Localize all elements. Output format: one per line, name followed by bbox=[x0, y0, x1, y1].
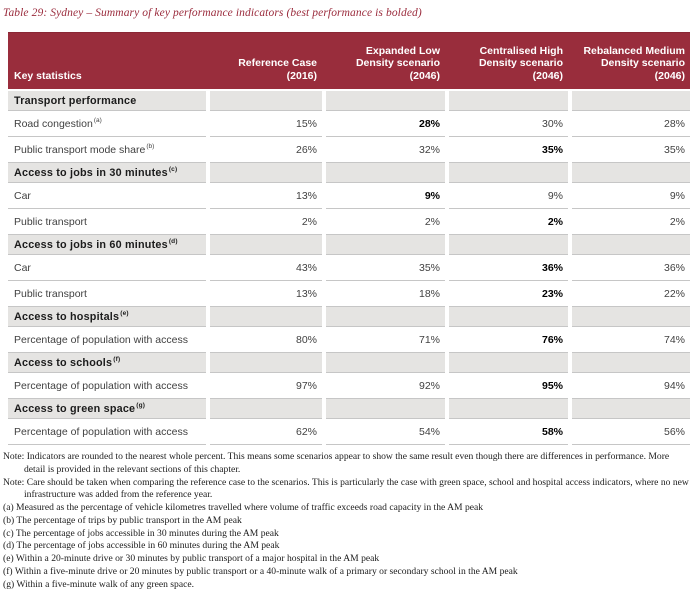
table-row bbox=[8, 209, 690, 235]
column-header-scenario: Reference Case (2016) bbox=[238, 57, 317, 82]
value-cell bbox=[572, 307, 690, 327]
value-cell bbox=[449, 399, 568, 419]
footnote bbox=[3, 502, 692, 515]
value-cell bbox=[210, 163, 322, 183]
value-cell bbox=[326, 91, 445, 111]
footnote-marker: (e) bbox=[3, 553, 16, 564]
value-cell: 13% bbox=[210, 281, 322, 307]
note bbox=[3, 451, 692, 477]
value-cell: 74% bbox=[572, 327, 690, 353]
table-row bbox=[8, 419, 690, 445]
notes-section bbox=[3, 451, 692, 591]
value-cell bbox=[572, 235, 690, 255]
kpi-table bbox=[8, 32, 690, 445]
footnote-marker: (g) bbox=[3, 578, 17, 590]
row-label-text: Percentage of population with access bbox=[14, 425, 188, 438]
value-cell bbox=[210, 399, 322, 419]
footnote-text: The percentage of jobs accessible in 60 minutes during the AM peak bbox=[16, 540, 280, 552]
value-cell bbox=[210, 235, 322, 255]
value-cell: 30% bbox=[449, 111, 568, 137]
footnote-marker-superscript: (a) bbox=[93, 117, 102, 124]
footnote-marker-superscript: (b) bbox=[146, 143, 155, 150]
value-cell: 35% bbox=[449, 137, 568, 163]
row-label-text: Public transport bbox=[14, 215, 87, 228]
row-label bbox=[8, 255, 206, 281]
value-cell bbox=[210, 353, 322, 373]
value-cell bbox=[572, 163, 690, 183]
value-cell bbox=[449, 91, 568, 111]
note bbox=[3, 477, 692, 503]
row-label bbox=[8, 419, 206, 445]
value-cell: 35% bbox=[326, 255, 445, 281]
table-row bbox=[8, 327, 690, 353]
footnote-marker: (c) bbox=[3, 527, 16, 539]
value-cell: 36% bbox=[449, 255, 568, 281]
section-label bbox=[8, 235, 206, 255]
table-row bbox=[8, 137, 690, 163]
note-label: Note: bbox=[3, 476, 27, 488]
footnote-marker-superscript: (g) bbox=[136, 402, 146, 409]
column-header-scenario: Expanded Low Density scenario (2046) bbox=[355, 44, 440, 82]
section-header-row bbox=[8, 91, 690, 111]
value-cell bbox=[326, 235, 445, 255]
footnote-marker: (a) bbox=[3, 502, 17, 513]
table-row bbox=[8, 111, 690, 137]
footnote bbox=[3, 553, 692, 566]
footnote-text: Within a five-minute walk of any green space. bbox=[16, 578, 194, 590]
table-caption: Table 29: Sydney – Summary of key performance indicators (best performance is bolded) bbox=[3, 7, 422, 19]
value-cell bbox=[449, 235, 568, 255]
value-cell: 54% bbox=[326, 419, 445, 445]
section-header-row bbox=[8, 235, 690, 255]
table-body bbox=[8, 91, 690, 445]
value-cell: 15% bbox=[210, 111, 322, 137]
table-row bbox=[8, 183, 690, 209]
note-text: Indicators are rounded to the nearest whole percent. This means some scenarios appear to show the same result even though there are differences in performance. More detail is provided in the relevant sections of this chapter. bbox=[24, 451, 670, 475]
value-cell: 58% bbox=[449, 419, 568, 445]
section-label bbox=[8, 307, 206, 327]
value-cell: 35% bbox=[572, 137, 690, 163]
column-header-scenario: Rebalanced Medium Density scenario (2046) bbox=[583, 44, 685, 82]
footnote-marker-superscript: (d) bbox=[168, 238, 178, 245]
footnote bbox=[3, 540, 692, 553]
value-cell bbox=[210, 307, 322, 327]
value-cell: 18% bbox=[326, 281, 445, 307]
table-row bbox=[8, 281, 690, 307]
value-cell bbox=[449, 307, 568, 327]
row-label bbox=[8, 281, 206, 307]
row-label bbox=[8, 111, 206, 137]
value-cell: 92% bbox=[326, 373, 445, 399]
row-label-text: Percentage of population with access bbox=[14, 379, 188, 392]
row-label-text: Access to schools bbox=[14, 356, 113, 369]
value-cell: 95% bbox=[449, 373, 568, 399]
value-cell: 36% bbox=[572, 255, 690, 281]
row-label-text: Percentage of population with access bbox=[14, 333, 188, 346]
section-label bbox=[8, 399, 206, 419]
row-label-text: Access to hospitals bbox=[14, 310, 120, 323]
value-cell bbox=[210, 91, 322, 111]
section-header-row bbox=[8, 307, 690, 327]
value-cell: 28% bbox=[326, 111, 445, 137]
footnote bbox=[3, 566, 692, 579]
value-cell: 71% bbox=[326, 327, 445, 353]
row-label bbox=[8, 373, 206, 399]
row-label-text: Car bbox=[14, 261, 31, 274]
value-cell: 80% bbox=[210, 327, 322, 353]
value-cell: 43% bbox=[210, 255, 322, 281]
row-label-text: Public transport mode share bbox=[14, 143, 146, 156]
row-label-text: Access to jobs in 60 minutes bbox=[14, 238, 168, 251]
footnote-text: The percentage of jobs accessible in 30 minutes during the AM peak bbox=[15, 527, 279, 539]
value-cell: 13% bbox=[210, 183, 322, 209]
value-cell: 2% bbox=[449, 209, 568, 235]
footnote-marker: (b) bbox=[3, 514, 17, 526]
value-cell bbox=[326, 307, 445, 327]
row-label-text: Access to green space bbox=[14, 402, 136, 415]
row-label-text: Road congestion bbox=[14, 117, 93, 130]
row-label bbox=[8, 209, 206, 235]
note-text: Care should be taken when comparing the reference case to the scenarios. This is particularly the case with green space, school and hospital access indicators, where no new infrastructure was added from the reference year. bbox=[24, 476, 689, 501]
note-label: Note: bbox=[3, 451, 27, 462]
column-header-key-statistics: Key statistics bbox=[14, 69, 82, 82]
footnote-marker: (d) bbox=[3, 540, 17, 552]
row-label-text: Public transport bbox=[14, 287, 87, 300]
row-label bbox=[8, 137, 206, 163]
value-cell: 56% bbox=[572, 419, 690, 445]
footnote-marker-superscript: (c) bbox=[168, 166, 178, 173]
footnote-text: Within a 20-minute drive or 30 minutes by public transport of a major hospital in the AM peak bbox=[15, 553, 380, 564]
row-label bbox=[8, 183, 206, 209]
value-cell: 62% bbox=[210, 419, 322, 445]
footnote bbox=[3, 528, 692, 541]
row-label-text: Transport performance bbox=[14, 94, 137, 107]
value-cell: 2% bbox=[326, 209, 445, 235]
section-header-row bbox=[8, 163, 690, 183]
row-label-text: Access to jobs in 30 minutes bbox=[14, 166, 168, 179]
value-cell: 9% bbox=[572, 183, 690, 209]
value-cell: 9% bbox=[326, 183, 445, 209]
value-cell: 28% bbox=[572, 111, 690, 137]
value-cell bbox=[572, 353, 690, 373]
section-label bbox=[8, 163, 206, 183]
value-cell: 97% bbox=[210, 373, 322, 399]
value-cell: 23% bbox=[449, 281, 568, 307]
footnote-marker-superscript: (f) bbox=[113, 356, 121, 363]
value-cell: 2% bbox=[572, 209, 690, 235]
value-cell bbox=[572, 91, 690, 111]
section-header-row bbox=[8, 353, 690, 373]
footnote-text: The percentage of trips by public transport in the AM peak bbox=[16, 514, 242, 526]
footnote bbox=[3, 515, 692, 528]
value-cell bbox=[572, 399, 690, 419]
value-cell: 9% bbox=[449, 183, 568, 209]
value-cell bbox=[326, 163, 445, 183]
value-cell: 22% bbox=[572, 281, 690, 307]
value-cell bbox=[449, 353, 568, 373]
value-cell: 76% bbox=[449, 327, 568, 353]
value-cell: 26% bbox=[210, 137, 322, 163]
footnote-marker-superscript: (e) bbox=[120, 310, 129, 317]
value-cell bbox=[326, 353, 445, 373]
value-cell: 2% bbox=[210, 209, 322, 235]
value-cell: 32% bbox=[326, 137, 445, 163]
row-label-text: Car bbox=[14, 189, 31, 202]
footnote-text: Measured as the percentage of vehicle kilometres travelled where volume of traffic exceeds road capacity in the AM peak bbox=[16, 502, 484, 513]
section-label bbox=[8, 91, 206, 111]
table-header-row bbox=[8, 32, 690, 89]
section-header-row bbox=[8, 399, 690, 419]
footnote-text: Within a five-minute drive or 20 minutes by public transport or a 40-minute walk of a primary or secondary school in the AM peak bbox=[14, 565, 518, 577]
footnote bbox=[3, 579, 692, 592]
row-label bbox=[8, 327, 206, 353]
value-cell bbox=[326, 399, 445, 419]
value-cell: 94% bbox=[572, 373, 690, 399]
footnote-marker: (f) bbox=[3, 565, 15, 577]
column-header-scenario: Centralised High Density scenario (2046) bbox=[478, 44, 563, 82]
value-cell bbox=[449, 163, 568, 183]
table-row bbox=[8, 255, 690, 281]
table-row bbox=[8, 373, 690, 399]
section-label bbox=[8, 353, 206, 373]
